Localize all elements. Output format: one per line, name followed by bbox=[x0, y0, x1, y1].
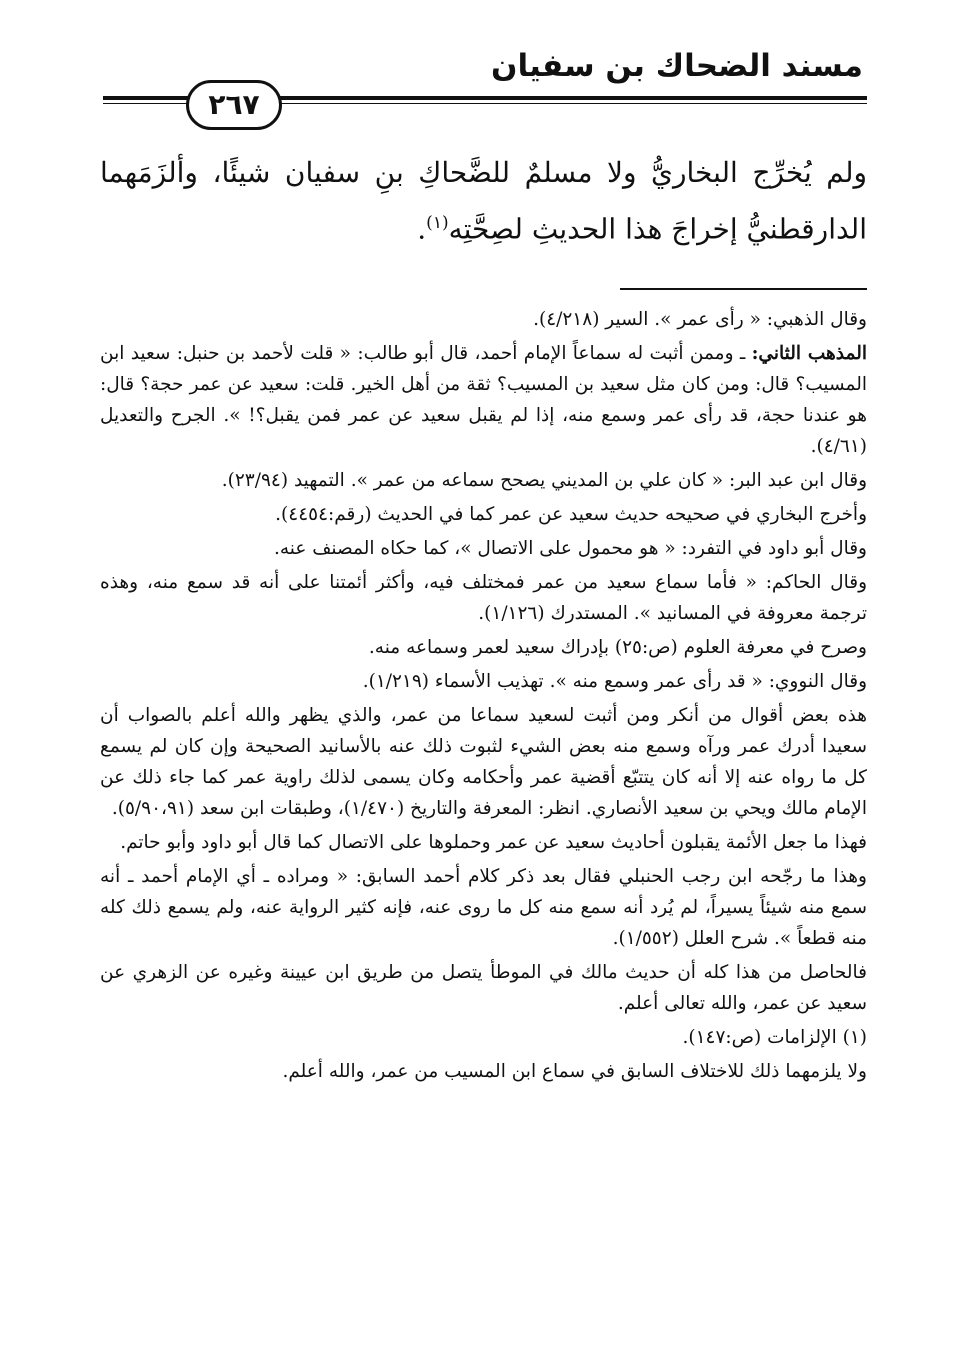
note-paragraph bbox=[100, 338, 867, 462]
note-paragraph: وقال الحاكم: « فأما سماع سعيد من عمر فمختلف فيه، وأكثر أئمتنا على أنه قد سمع منه، وهذه ترجمة معروفة في المسانيد ». المستدرك (١/١٢٦). bbox=[100, 572, 867, 624]
running-title: مسند الضحاك بن سفيان bbox=[491, 48, 863, 84]
footnote-1-text: ولا يلزمهما ذلك للاختلاف السابق في سماع ابن المسيب من عمر، والله أعلم. bbox=[282, 1061, 867, 1082]
footnote-reference[interactable]: (١) bbox=[426, 213, 449, 233]
note-paragraph: فهذا ما جعل الأئمة يقبلون أحاديث سعيد عن عمر وحملوها على الاتصال كما قال أبو داود وأبو حاتم. bbox=[120, 832, 867, 853]
main-paragraph bbox=[100, 148, 867, 254]
note-paragraph: وصرح في معرفة العلوم (ص:٢٥) بإدراك سعيد لعمر وسماعه منه. bbox=[368, 637, 867, 658]
note-paragraph: وأخرج البخاري في صحيحه حديث سعيد عن عمر كما في الحديث (رقم:٤٤٥٤). bbox=[275, 504, 867, 525]
note-paragraph: وقال أبو داود في التفرد: « هو محمول على الاتصال »، كما حكاه المصنف عنه. bbox=[273, 538, 867, 559]
note-paragraph: هذه بعض أقوال من أنكر ومن أثبت لسعيد سماعا من عمر، والذي يظهر والله أعلم بالصواب أن سعيدا أدرك عمر ورآه وسمع منه بعض الشيء لثبوت ذلك عنه بالأسانيد الصحيحة وإن كان لم يسمع كل ما رواه عنه إلا أنه كان يتتبّع أقضية عمر وأحكامه وكان يسمى لذلك راوية عمر كما جاء ذلك عن الإمام مالك ويحي بن سعيد الأنصاري. انظر: المعرفة والتاريخ (١/٤٧٠)، وطبقات ابن سعد (٥/٩٠،٩١). bbox=[100, 705, 867, 819]
note-paragraph: وقال ابن عبد البر: « كان علي بن المديني يصحح سماعه من عمر ». التمهيد (٢٣/٩٤). bbox=[221, 470, 867, 491]
note-paragraph: وقال النووي: « قد رأى عمر وسمع منه ». تهذيب الأسماء (١/٢١٩). bbox=[362, 671, 867, 692]
footnote-separator bbox=[620, 288, 867, 290]
page-number: ٢٦٧ bbox=[186, 80, 282, 130]
note-label: المذهب الثاني: bbox=[751, 343, 867, 364]
footnote-1: (١) الإلزامات (ص:١٤٧). bbox=[682, 1027, 867, 1048]
note-paragraph: وهذا ما رجّحه ابن رجب الحنبلي فقال بعد ذكر كلام أحمد السابق: « ومراده ـ أي الإمام أحمد ـ أنه سمع منه شيئاً يسيراً، لم يُرد أنه سمع منه كل ما روى عنه، فإنه كثير الرواية عنه، ولم يسمع ذلك كله منه قطعاً ». شرح العلل (١/٥٥٢). bbox=[100, 866, 867, 949]
main-end-punct: . bbox=[417, 212, 427, 246]
notes-block bbox=[100, 304, 867, 1090]
note-text: ـ وممن أثبت له سماعاً الإمام أحمد، قال أبو طالب: « قلت لأحمد بن حنبل: سعيد ابن المسيب؟ قال: ومن كان مثل سعيد بن المسيب؟ ثقة من أهل الخير. قلت: سعيد عن عمر حجة؟ قال: هو عندنا حجة، قد رأى عمر وسمع منه، إذا لم يقبل سعيد عن عمر فمن يقبل؟! ». الجرح والتعديل (٤/٦١). bbox=[100, 343, 867, 457]
note-paragraph: فالحاصل من هذا كله أن حديث مالك في الموطأ يتصل من طريق ابن عيينة وغيره عن الزهري عن سعيد عن عمر، والله تعالى أعلم. bbox=[100, 962, 867, 1014]
main-text: ولم يُخرِّج البخاريُّ ولا مسلمٌ للضَّحاكِ بنِ سفيان شيئًا، وألزَمَهما الدارقطنيُّ إخراجَ هذا الحديثِ لصِحَّتِه bbox=[100, 156, 867, 246]
note-paragraph: وقال الذهبي: « رأى عمر ». السير (٤/٢١٨). bbox=[533, 309, 867, 330]
